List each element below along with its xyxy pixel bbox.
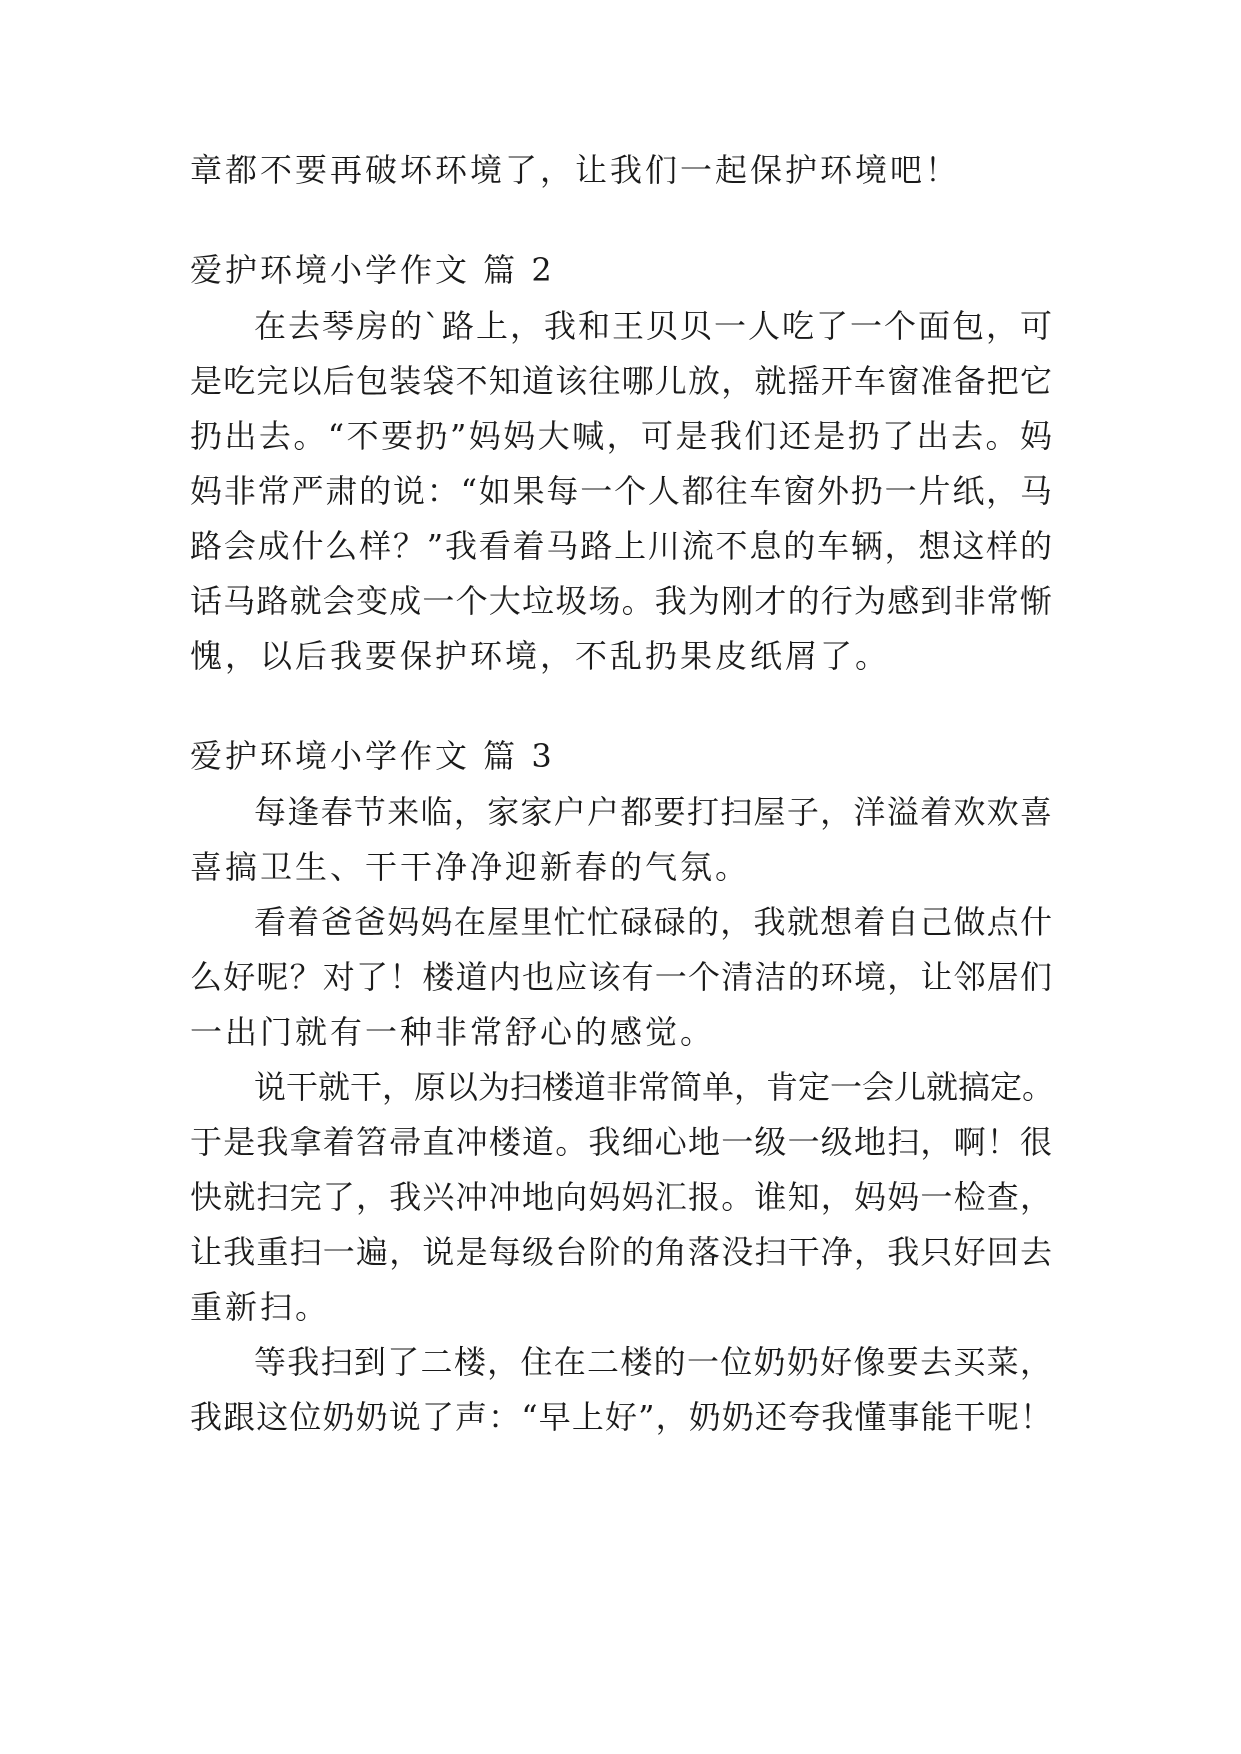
text-line: 等我扫到了二楼，住在二楼的一位奶奶好像要去买菜， (254, 1343, 1052, 1381)
section-heading: 爱护环境小学作文 篇 3 (190, 737, 555, 775)
text-line: 快就扫完了，我兴冲冲地向妈妈汇报。谁知，妈妈一检查， (190, 1178, 1052, 1216)
text-line: 妈非常严肃的说：“如果每一个人都往车窗外扔一片纸，马 (190, 472, 1052, 510)
text-line: 路会成什么样？”我看着马路上川流不息的车辆，想这样的 (190, 527, 1052, 565)
text-line: 扔出去。“不要扔”妈妈大喊，可是我们还是扔了出去。妈 (190, 417, 1052, 455)
text-line: 话马路就会变成一个大垃圾场。我为刚才的行为感到非常惭 (190, 582, 1052, 620)
text-line: 我跟这位奶奶说了声：“早上好”，奶奶还夸我懂事能干呢！ (190, 1398, 1052, 1436)
text-line: 愧，以后我要保护环境，不乱扔果皮纸屑了。 (190, 637, 891, 675)
text-line: 在去琴房的`路上，我和王贝贝一人吃了一个面包，可 (254, 307, 1052, 345)
text-line: 于是我拿着笤帚直冲楼道。我细心地一级一级地扫，啊！很 (190, 1123, 1052, 1161)
text-line: 一出门就有一种非常舒心的感觉。 (190, 1013, 716, 1051)
text-line: 让我重扫一遍，说是每级台阶的角落没扫干净，我只好回去 (190, 1233, 1052, 1271)
section-heading: 爱护环境小学作文 篇 2 (190, 251, 555, 289)
text-line: 每逢春节来临，家家户户都要打扫屋子，洋溢着欢欢喜 (254, 793, 1052, 831)
text-line: 是吃完以后包装袋不知道该往哪儿放，就摇开车窗准备把它 (190, 362, 1052, 400)
text-line: 喜搞卫生、干干净净迎新春的气氛。 (190, 848, 751, 886)
text-line: 重新扫。 (190, 1288, 331, 1326)
text-line: 看着爸爸妈妈在屋里忙忙碌碌的，我就想着自己做点什 (254, 903, 1052, 941)
text-line: 章都不要再破坏环境了，让我们一起保护环境吧！ (190, 151, 961, 189)
text-line: 么好呢？对了！楼道内也应该有一个清洁的环境，让邻居们 (190, 958, 1052, 996)
text-line: 说干就干，原以为扫楼道非常简单，肯定一会儿就搞定。 (254, 1068, 1055, 1106)
